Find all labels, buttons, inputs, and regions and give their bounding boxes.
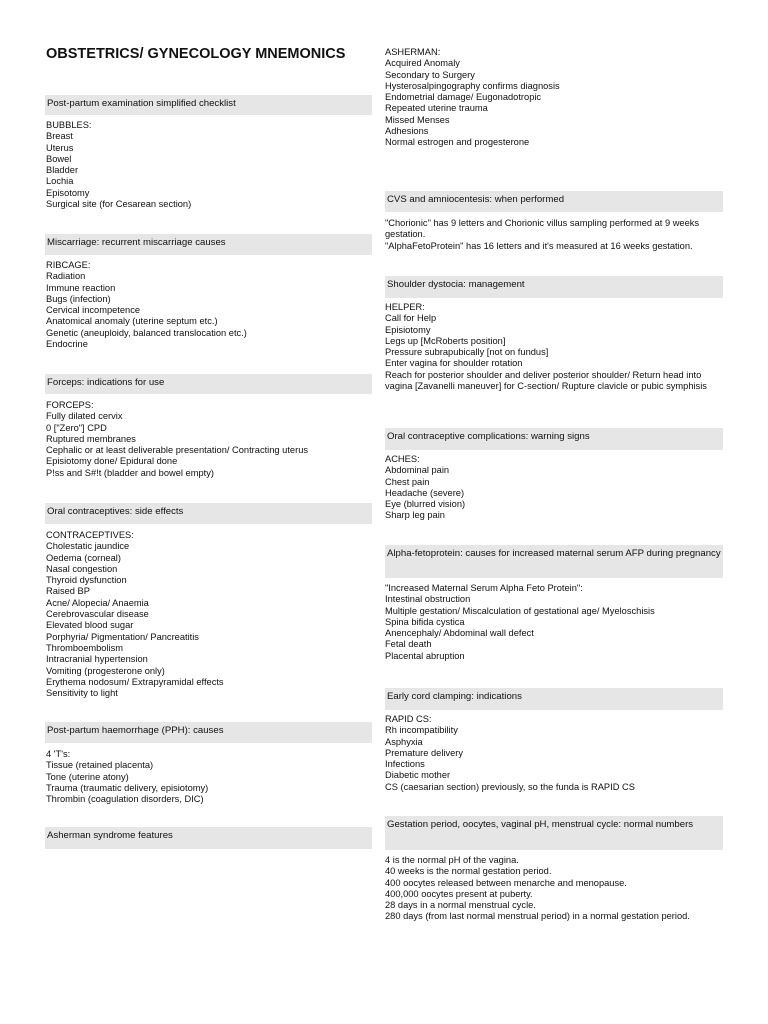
section-body xyxy=(385,302,723,392)
list-item: "Increased Maternal Serum Alpha Feto Protein": xyxy=(385,583,583,593)
list-item: FORCEPS: xyxy=(46,400,94,410)
list-item: Rh incompatibility xyxy=(385,725,458,736)
list-item: Headache (severe) xyxy=(385,487,465,498)
list-item: Secondary to Surgery xyxy=(385,69,475,80)
list-item: Cephalic or at least deliverable presentation/ Contracting uterus xyxy=(46,445,309,456)
list-item: Erythema nodosum/ Extrapyramidal effects xyxy=(46,676,224,687)
list-item: BUBBLES: xyxy=(46,120,92,130)
list-item: Surgical site (for Cesarean section) xyxy=(46,199,192,210)
list-item: Tissue (retained placenta) xyxy=(46,760,154,771)
list-item: Premature delivery xyxy=(385,747,464,758)
list-item: Acne/ Alopecia/ Anaemia xyxy=(46,597,149,608)
list-item: Bugs (infection) xyxy=(46,293,111,304)
list-item: Elevated blood sugar xyxy=(46,620,134,631)
list-item: HELPER: xyxy=(385,302,425,312)
list-item: Cholestatic jaundice xyxy=(46,541,130,552)
list-item: 4 'T's: xyxy=(46,749,71,759)
section-body xyxy=(46,260,372,350)
section-body xyxy=(385,218,723,252)
list-item: Legs up [McRoberts position] xyxy=(385,335,506,346)
list-item: Ruptured membranes xyxy=(46,433,136,444)
section-heading: Oral contraceptives: side effects xyxy=(45,503,372,524)
list-item: P!ss and S#!t (bladder and bowel empty) xyxy=(46,467,214,478)
list-item: 40 weeks is the normal gestation period. xyxy=(385,866,552,877)
list-item: Fully dilated cervix xyxy=(46,411,123,422)
section-body xyxy=(46,749,372,805)
list-item: 0 ["Zero"] CPD xyxy=(46,422,107,433)
section-heading: Post-partum examination simplified checklist xyxy=(45,95,372,115)
list-item: 400 oocytes released between menarche and menopause. xyxy=(385,877,627,888)
list-item: Enter vagina for shoulder rotation xyxy=(385,358,523,369)
list-item: Eye (blurred vision) xyxy=(385,499,466,510)
list-item: Genetic (aneuploidy, balanced translocation etc.) xyxy=(46,327,247,338)
list-item: RAPID CS: xyxy=(385,714,432,724)
list-item: Spina bifida cystica xyxy=(385,616,465,627)
list-item: Immune reaction xyxy=(46,282,116,293)
list-item: Trauma (traumatic delivery, episiotomy) xyxy=(46,782,209,793)
page-title: OBSTETRICS/ GYNECOLOGY MNEMONICS xyxy=(46,46,346,62)
list-item: Sensitivity to light xyxy=(46,688,118,699)
list-item: Breast xyxy=(46,131,73,142)
list-item: Uterus xyxy=(46,142,74,153)
list-item: Oedema (corneal) xyxy=(46,552,121,563)
section-heading: Asherman syndrome features xyxy=(45,827,372,849)
list-item: Repeated uterine trauma xyxy=(385,103,488,114)
list-item: Infections xyxy=(385,759,425,770)
list-item: Episiotomy xyxy=(385,324,431,335)
list-item: Thyroid dysfunction xyxy=(46,575,127,586)
list-item: Anatomical anomaly (uterine septum etc.) xyxy=(46,316,218,327)
section-body xyxy=(46,530,372,699)
section-heading: Forceps: indications for use xyxy=(45,374,372,394)
list-item: Normal estrogen and progesterone xyxy=(385,137,530,148)
list-item: Hysterosalpingography confirms diagnosis xyxy=(385,80,560,91)
list-item: Fetal death xyxy=(385,639,432,650)
list-item: 4 is the normal pH of the vagina. xyxy=(385,855,519,865)
list-item: Pressure subrapubically [not on fundus] xyxy=(385,347,549,358)
list-item: CONTRACEPTIVES: xyxy=(46,530,134,540)
section-heading: CVS and amniocentesis: when performed xyxy=(385,191,723,212)
list-item: ACHES: xyxy=(385,454,420,464)
list-item: Adhesions xyxy=(385,126,429,137)
list-item: CS (caesarian section) previously, so the funda is RAPID CS xyxy=(385,781,635,792)
section-body xyxy=(385,47,723,149)
list-item: Nasal congestion xyxy=(46,563,118,574)
list-item: Intestinal obstruction xyxy=(385,594,471,605)
list-item: Radiation xyxy=(46,271,86,282)
list-item: Reach for posterior shoulder and deliver posterior shoulder/ Return head into vagina [Zavanelli maneuver] for C-section/ Rupture clavicle or pubic symphisis xyxy=(385,369,707,392)
list-item: Cervical incompetence xyxy=(46,305,141,316)
list-item: Diabetic mother xyxy=(385,770,451,781)
list-item: Abdominal pain xyxy=(385,465,450,476)
section-body xyxy=(385,714,723,793)
section-body xyxy=(385,454,723,522)
list-item: RIBCAGE: xyxy=(46,260,91,270)
list-item: Anencephaly/ Abdominal wall defect xyxy=(385,628,534,639)
section-body xyxy=(46,120,372,210)
section-heading: Shoulder dystocia: management xyxy=(385,276,723,298)
list-item: 28 days in a normal menstrual cycle. xyxy=(385,900,536,911)
list-item: Cerebrovascular disease xyxy=(46,609,149,620)
list-item: Raised BP xyxy=(46,586,90,597)
section-heading: Miscarriage: recurrent miscarriage causes xyxy=(45,234,372,255)
list-item: ASHERMAN: xyxy=(385,47,441,57)
list-item: Episiotomy done/ Epidural done xyxy=(46,456,178,467)
section-body xyxy=(385,855,723,923)
list-item: Tone (uterine atony) xyxy=(46,771,129,782)
list-item: Thromboembolism xyxy=(46,642,123,653)
list-item: Episotomy xyxy=(46,187,90,198)
list-item: "Chorionic" has 9 letters and Chorionic villus sampling performed at 9 weeks gestation. xyxy=(385,218,700,240)
list-item: Endometrial damage/ Eugonadotropic xyxy=(385,92,542,103)
list-item: Call for Help xyxy=(385,313,437,324)
list-item: Bladder xyxy=(46,165,79,176)
list-item: Bowel xyxy=(46,153,72,164)
list-item: 400,000 oocytes present at puberty. xyxy=(385,888,533,899)
list-item: Sharp leg pain xyxy=(385,510,445,521)
list-item: Vomiting (progesterone only) xyxy=(46,665,165,676)
list-item: Acquired Anomaly xyxy=(385,58,460,69)
section-body xyxy=(46,400,372,479)
list-item: Porphyria/ Pigmentation/ Pancreatitis xyxy=(46,631,199,642)
list-item: Lochia xyxy=(46,176,74,187)
section-body xyxy=(385,583,723,662)
section-heading: Post-partum haemorrhage (PPH): causes xyxy=(45,722,372,743)
list-item: Placental abruption xyxy=(385,650,465,661)
list-item: Thrombin (coagulation disorders, DIC) xyxy=(46,794,204,805)
list-item: Intracranial hypertension xyxy=(46,654,148,665)
section-heading: Alpha-fetoprotein: causes for increased maternal serum AFP during pregnancy xyxy=(385,545,723,578)
list-item: Chest pain xyxy=(385,476,430,487)
list-item: Endocrine xyxy=(46,339,88,350)
list-item: Multiple gestation/ Miscalculation of gestational age/ Myeloschisis xyxy=(385,605,655,616)
section-heading: Early cord clamping: indications xyxy=(385,688,723,710)
list-item: Asphyxia xyxy=(385,736,423,747)
list-item: 280 days (from last normal menstrual period) in a normal gestation period. xyxy=(385,911,690,922)
section-heading: Oral contraceptive complications: warning signs xyxy=(385,428,723,450)
list-item: Missed Menses xyxy=(385,114,450,125)
list-item: "AlphaFetoProtein" has 16 letters and it's measured at 16 weeks gestation. xyxy=(385,240,693,251)
section-heading: Gestation period, oocytes, vaginal pH, menstrual cycle: normal numbers xyxy=(385,816,723,850)
